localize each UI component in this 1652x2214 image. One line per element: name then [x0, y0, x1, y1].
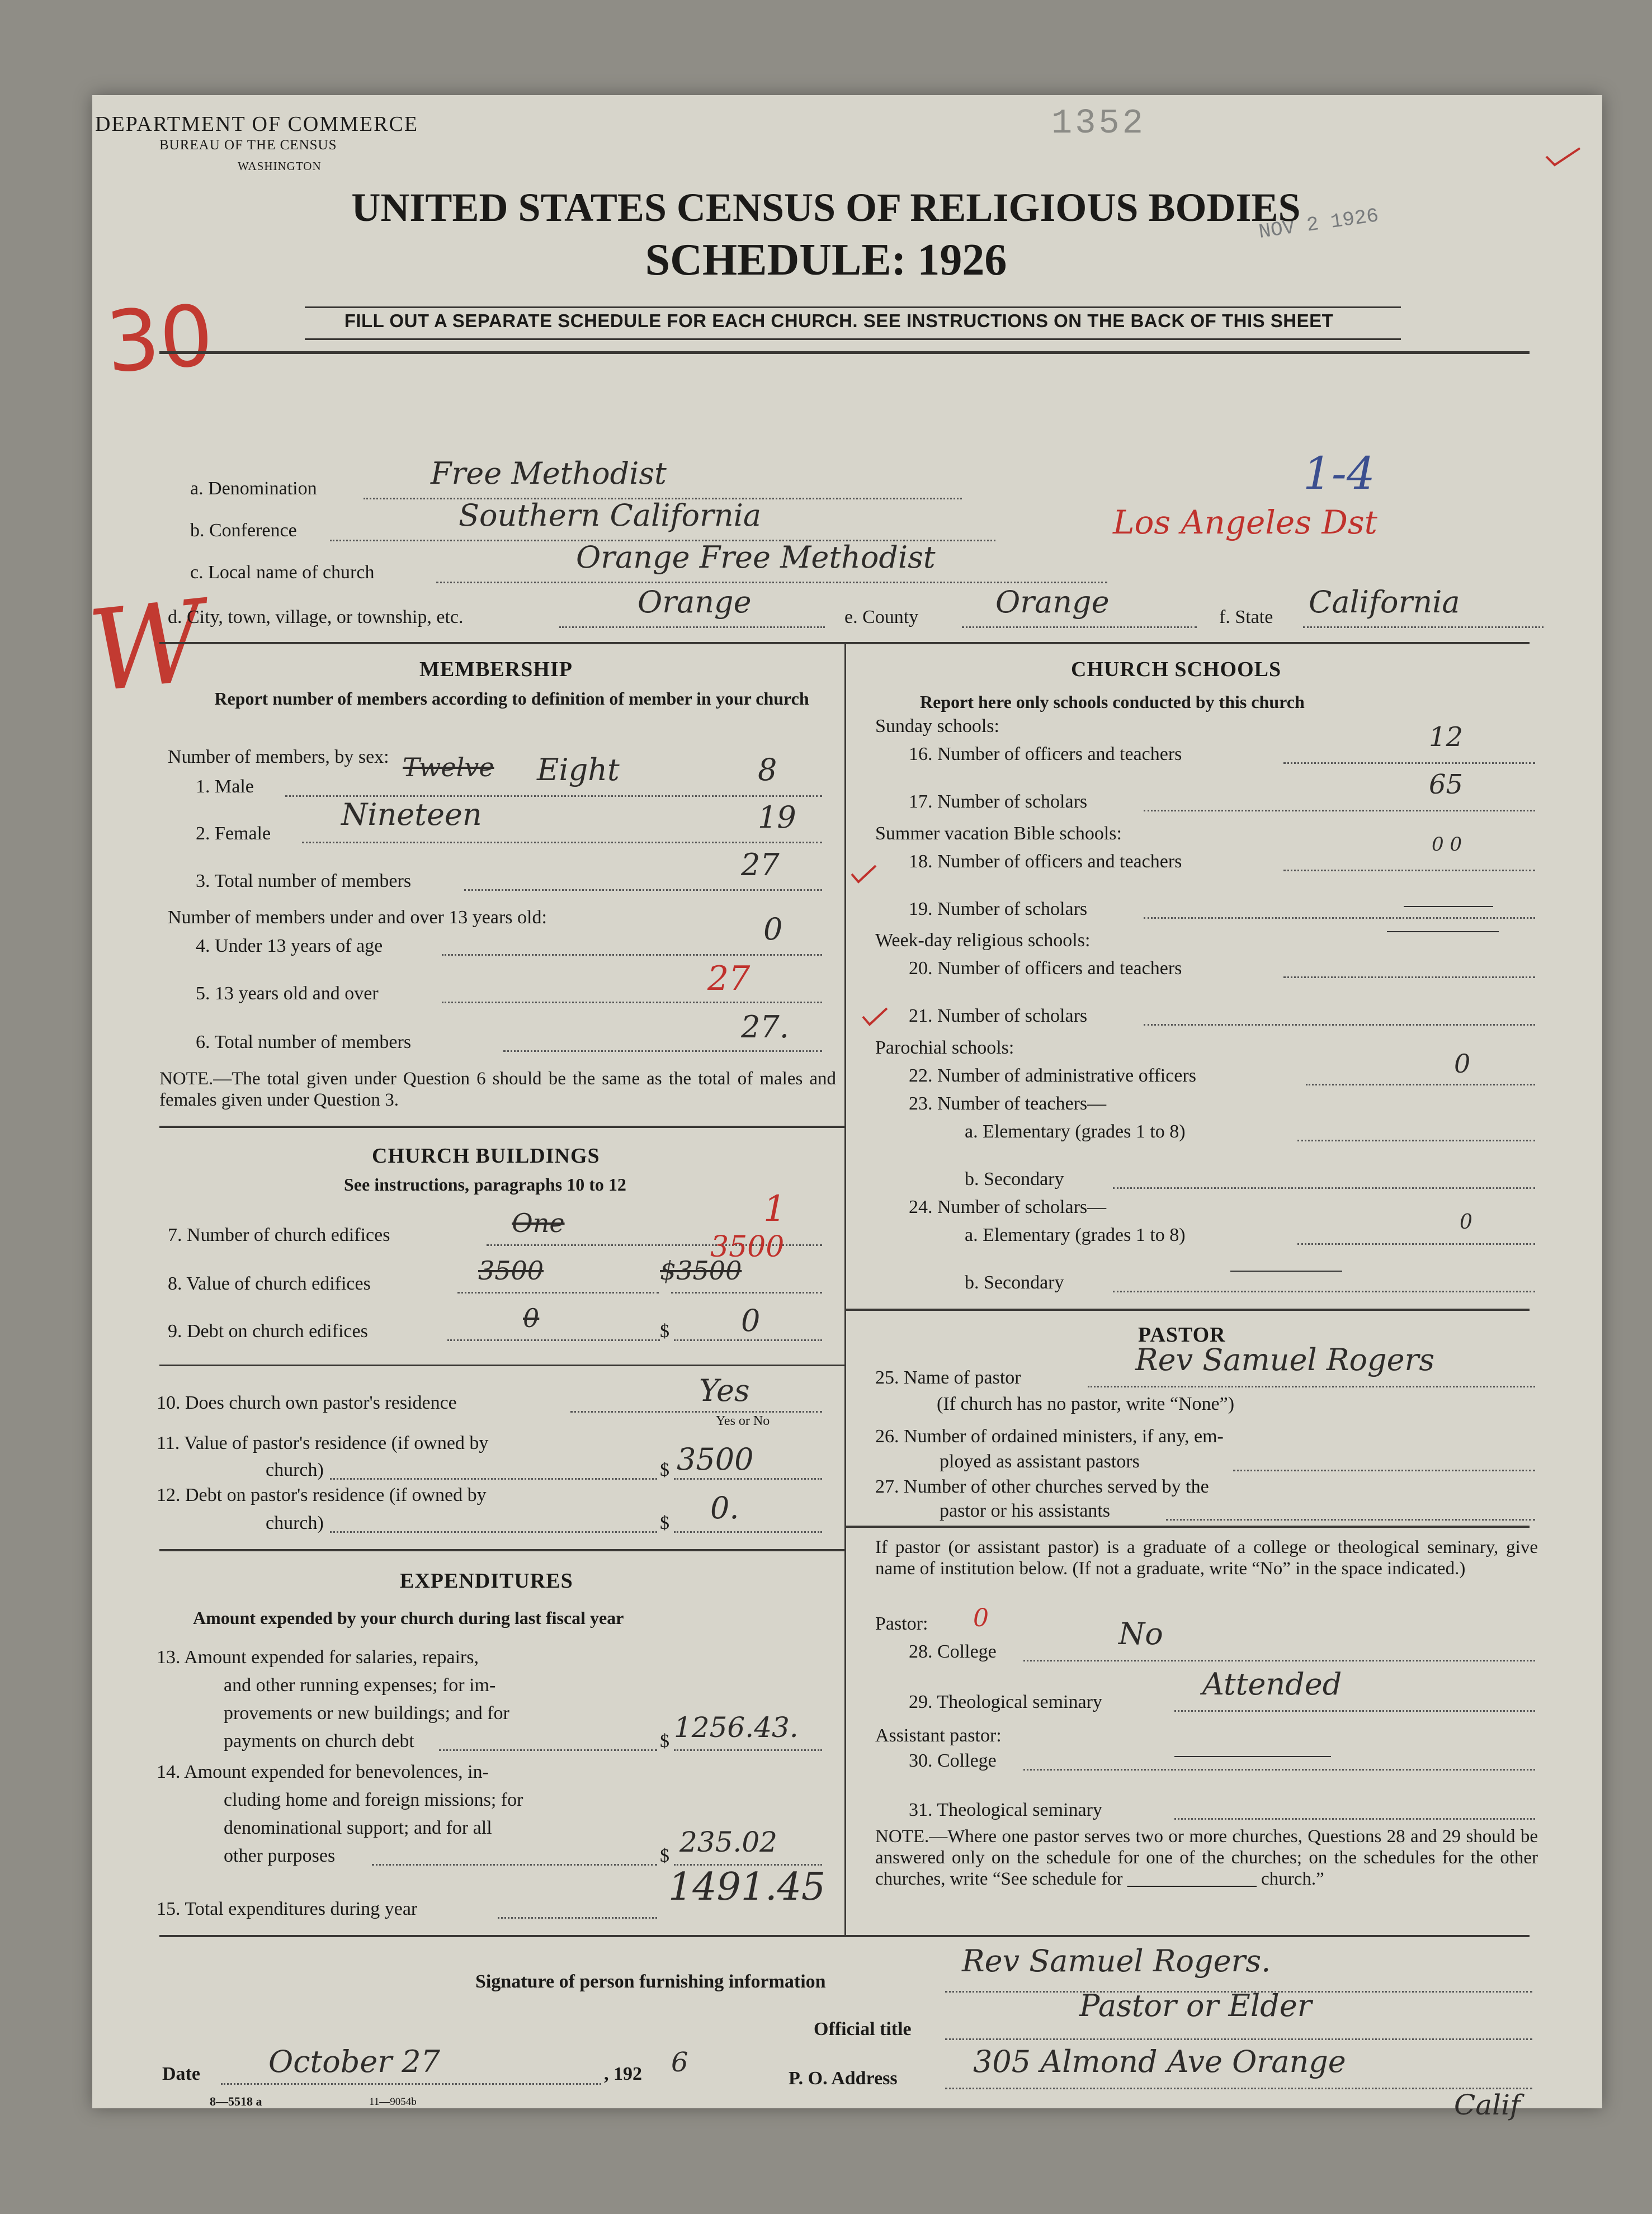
q15-label: 15. Total expenditures during year [157, 1899, 418, 1919]
leader-dots [945, 2088, 1532, 2089]
conference-label: b. Conference [190, 520, 297, 541]
age-intro-label: Number of members under and over 13 years old: [168, 907, 547, 928]
leader-dots [962, 626, 1197, 628]
divider [305, 306, 1401, 308]
leader-dots [1283, 976, 1535, 978]
q18-value: 0 0 [1432, 833, 1462, 856]
q3-total-label: 3. Total number of members [196, 871, 412, 891]
q21-label: 21. Number of scholars [909, 1005, 1088, 1026]
q26-line1: 26. Number of ordained ministers, if any, em- [875, 1426, 1224, 1447]
q17-value: 65 [1429, 769, 1464, 800]
q28-value: No [1118, 1616, 1163, 1651]
received-date-stamp: NOV 2 1926 [1257, 204, 1380, 244]
leader-dots [439, 1749, 657, 1751]
divider [844, 1526, 1530, 1528]
q24a-label: a. Elementary (grades 1 to 8) [965, 1225, 1186, 1245]
leader-dots [221, 2083, 601, 2085]
q14-value: 235.02 [679, 1826, 777, 1858]
county-value: Orange [995, 584, 1110, 620]
leader-dots [436, 582, 1107, 583]
q29-label: 29. Theological seminary [909, 1692, 1102, 1712]
q13-line3: provements or new buildings; and for [224, 1703, 509, 1724]
leader-dots [1023, 1769, 1535, 1771]
print-number: 11—9054b [369, 2096, 417, 2108]
leader-dots [1144, 1024, 1535, 1026]
denomination-label: a. Denomination [190, 478, 317, 499]
leader-dots [442, 1002, 822, 1003]
q27-line1: 27. Number of other churches served by the [875, 1476, 1209, 1497]
q15-value: 1491.45 [668, 1865, 826, 1909]
q11-label-line1: 11. Value of pastor's residence (if owned by [157, 1433, 489, 1453]
leader-dots [674, 1478, 822, 1480]
q30-label: 30. College [909, 1750, 997, 1771]
q25-hint: (If church has no pastor, write “None”) [937, 1394, 1235, 1414]
summer-schools-label: Summer vacation Bible schools: [875, 823, 1122, 844]
date-value: October 27 [268, 2044, 440, 2079]
leader-dots [457, 1292, 659, 1294]
q19-label: 19. Number of scholars [909, 899, 1088, 919]
leader-dots [945, 2038, 1532, 2040]
parochial-schools-label: Parochial schools: [875, 1037, 1014, 1058]
leader-dots [503, 1050, 822, 1052]
divider [159, 351, 1530, 354]
leader-dots [1283, 762, 1535, 764]
divider [844, 1309, 1530, 1311]
q24-label: 24. Number of scholars— [909, 1197, 1107, 1217]
divider [159, 1935, 1530, 1937]
red-letter-mark: W [83, 575, 211, 718]
q9-value: 0 [741, 1303, 761, 1338]
q5-over13-label: 5. 13 years old and over [196, 983, 379, 1004]
conference-mark: 1-4 [1303, 447, 1375, 499]
q1-struck-word: Twelve [403, 752, 494, 782]
q17-label: 17. Number of scholars [909, 791, 1088, 812]
q6-value: 27. [741, 1009, 789, 1045]
q28-label: 28. College [909, 1641, 997, 1662]
expenditures-heading: EXPENDITURES [400, 1569, 573, 1593]
q31-label: 31. Theological seminary [909, 1800, 1102, 1820]
q22-label: 22. Number of administrative officers [909, 1065, 1196, 1086]
q23-label: 23. Number of teachers— [909, 1093, 1107, 1114]
schools-sub: Report here only schools conducted by this church [920, 692, 1305, 712]
leader-dots [559, 626, 825, 628]
q14-line3: denominational support; and for all [224, 1818, 492, 1838]
divider [159, 1126, 844, 1128]
leader-dots [570, 1411, 822, 1413]
leader-dots [1303, 626, 1544, 628]
po-address-line2: Calif [1454, 2089, 1521, 2121]
divider [305, 338, 1401, 340]
signature-value: Rev Samuel Rogers. [962, 1943, 1271, 1979]
pastor-note: NOTE.—Where one pastor serves two or more churches, Questions 28 and 29 should be answered only on the schedule for one of the churches; on the schedules for the other churches, write “See schedule for ______________ church.” [875, 1826, 1538, 1889]
leader-dots [302, 842, 822, 843]
q11-value: 3500 [677, 1442, 754, 1477]
q20-dash [1387, 931, 1499, 932]
q2-word: Nineteen [341, 797, 482, 832]
q14-line1: 14. Amount expended for benevolences, in- [157, 1762, 489, 1782]
q13-line2: and other running expenses; for im- [224, 1675, 496, 1696]
leader-dots [1144, 917, 1535, 919]
q7-struck: One [512, 1208, 565, 1238]
q8-struck: 3500 [478, 1255, 544, 1286]
leader-dots [1113, 1291, 1535, 1292]
q13-dollar: $ [660, 1731, 669, 1752]
q23b-label: b. Secondary [965, 1169, 1064, 1189]
signature-label: Signature of person furnishing information [475, 1971, 826, 1992]
q1-male-label: 1. Male [196, 776, 254, 797]
q1-word: Eight [537, 752, 620, 787]
q27-line2: pastor or his assistants [940, 1500, 1111, 1521]
leader-dots [1297, 1140, 1535, 1141]
city-label: d. City, town, village, or township, etc. [168, 607, 464, 627]
q24a-value: 0 [1460, 1211, 1472, 1234]
leader-dots [674, 1339, 822, 1341]
leader-dots [674, 1531, 822, 1533]
q25-value: Rev Samuel Rogers [1135, 1342, 1435, 1377]
q9-dollar: $ [660, 1321, 669, 1342]
buildings-heading: CHURCH BUILDINGS [372, 1144, 600, 1168]
conference-value: Southern California [459, 498, 762, 533]
leader-dots [330, 1478, 657, 1480]
pastor-mark: 0 [973, 1604, 989, 1632]
po-address-value: 305 Almond Ave Orange [973, 2044, 1346, 2079]
leader-dots [1174, 1818, 1535, 1820]
leader-dots [1306, 1084, 1535, 1085]
leader-dots [447, 1339, 660, 1341]
general-instruction: FILL OUT A SEPARATE SCHEDULE FOR EACH CHURCH. SEE INSTRUCTIONS ON THE BACK OF THIS SHEET [344, 310, 1334, 331]
q8-value: 3500 [710, 1230, 785, 1264]
column-divider [844, 643, 846, 1935]
leader-dots [442, 954, 822, 956]
q29-value: Attended [1202, 1667, 1342, 1702]
q8-dollar-struck: $3500 [660, 1255, 742, 1286]
q11-label-line2: church) [266, 1460, 324, 1480]
stamp-number: 1352 [1051, 103, 1146, 143]
q20-label: 20. Number of officers and teachers [909, 958, 1182, 979]
official-title-value: Pastor or Elder [1079, 1988, 1312, 2023]
form-subtitle: SCHEDULE: 1926 [645, 235, 1007, 285]
leader-dots [1113, 1187, 1535, 1189]
leader-dots [1023, 1660, 1535, 1661]
q24b-dash [1230, 1271, 1342, 1272]
leader-dots [464, 889, 822, 891]
q24b-label: b. Secondary [965, 1272, 1064, 1293]
weekday-schools-label: Week-day religious schools: [875, 930, 1091, 951]
q3-value: 27 [741, 847, 780, 882]
graduate-note: If pastor (or assistant pastor) is a graduate of a college or theological seminary, give name of institution below. (If not a graduate, write “No” in the space indicated.) [875, 1537, 1538, 1579]
form-number: 8—5518 a [210, 2094, 262, 2108]
q11-dollar: $ [660, 1460, 669, 1480]
denomination-value: Free Methodist [431, 456, 667, 491]
q14-line2: cluding home and foreign missions; for [224, 1790, 523, 1810]
q10-label: 10. Does church own pastor's residence [157, 1392, 457, 1413]
divider [159, 1365, 844, 1366]
q13-line4: payments on church debt [224, 1731, 414, 1752]
q12-label-line2: church) [266, 1513, 324, 1533]
q13-line1: 13. Amount expended for salaries, repairs, [157, 1647, 479, 1668]
year-digit: 6 [671, 2047, 688, 2078]
city-washington: WASHINGTON [238, 159, 322, 173]
pastor-label: Pastor: [875, 1613, 928, 1634]
q10-value: Yes [699, 1373, 750, 1408]
leader-dots [1297, 1243, 1535, 1245]
q1-value: 8 [758, 752, 777, 787]
leader-dots [330, 1531, 657, 1533]
leader-dots [1144, 810, 1535, 811]
leader-dots [671, 1292, 822, 1294]
q8-label: 8. Value of church edifices [168, 1273, 371, 1294]
expenditures-sub: Amount expended by your church during last fiscal year [193, 1608, 624, 1628]
department-name: DEPARTMENT OF COMMERCE [95, 112, 419, 136]
schools-heading: CHURCH SCHOOLS [1071, 658, 1282, 681]
q14-line4: other purposes [224, 1845, 336, 1866]
leader-dots [1233, 1470, 1535, 1471]
city-value: Orange [638, 584, 752, 620]
q23a-label: a. Elementary (grades 1 to 8) [965, 1121, 1186, 1142]
official-title-label: Official title [814, 2019, 912, 2040]
q22-value: 0 [1454, 1049, 1471, 1079]
state-value: California [1309, 584, 1460, 620]
leader-dots [674, 1749, 822, 1751]
q2-female-label: 2. Female [196, 823, 271, 844]
divider [159, 1549, 844, 1551]
state-label: f. State [1219, 607, 1273, 627]
leader-dots [1166, 1519, 1535, 1521]
q12-dollar: $ [660, 1513, 669, 1533]
bureau-name: BUREAU OF THE CENSUS [159, 138, 337, 153]
q16-label: 16. Number of officers and teachers [909, 744, 1182, 764]
red-number-mark: 30 [103, 287, 216, 392]
leader-dots [1088, 1386, 1535, 1387]
leader-dots [1174, 1710, 1535, 1712]
q4-under13-label: 4. Under 13 years of age [196, 936, 383, 956]
membership-intro: Report number of members according to definition of member in your church [214, 688, 809, 709]
red-check-icon [850, 864, 878, 886]
q7-value: 1 [763, 1188, 786, 1230]
membership-heading: MEMBERSHIP [419, 658, 573, 681]
assistant-pastor-label: Assistant pastor: [875, 1725, 1002, 1746]
red-check-icon [1544, 145, 1583, 173]
local-name-label: c. Local name of church [190, 562, 375, 583]
q18-label: 18. Number of officers and teachers [909, 851, 1182, 872]
q6-total-label: 6. Total number of members [196, 1032, 412, 1052]
pastor-heading: PASTOR [1138, 1323, 1226, 1347]
q26-line2: ployed as assistant pastors [940, 1451, 1140, 1472]
leader-dots [1283, 870, 1535, 871]
q14-dollar: $ [660, 1845, 669, 1866]
conference-note: Los Angeles Dst [1113, 503, 1377, 541]
buildings-sub: See instructions, paragraphs 10 to 12 [344, 1174, 626, 1195]
leader-dots [498, 1917, 657, 1919]
red-check-icon [861, 1007, 889, 1029]
q19-dash [1404, 906, 1493, 907]
po-address-label: P. O. Address [789, 2068, 898, 2089]
members-by-sex-label: Number of members, by sex: [168, 747, 389, 767]
q12-label-line1: 12. Debt on pastor's residence (if owned by [157, 1485, 487, 1505]
q16-value: 12 [1429, 721, 1464, 753]
q12-value: 0. [710, 1490, 739, 1526]
q30-dash [1174, 1756, 1331, 1757]
q7-label: 7. Number of church edifices [168, 1225, 390, 1245]
sunday-schools-label: Sunday schools: [875, 716, 999, 737]
q13-value: 1256.43. [674, 1711, 799, 1744]
q5-value: 27 [707, 959, 751, 998]
q4-value: 0 [763, 912, 783, 947]
q9-struck: 0 [523, 1303, 540, 1333]
date-label: Date [162, 2064, 200, 2084]
local-name-value: Orange Free Methodist [576, 540, 936, 575]
form-title: UNITED STATES CENSUS OF RELIGIOUS BODIES [351, 185, 1301, 230]
membership-note: NOTE.—The total given under Question 6 should be the same as the total of males and females given under Question 3. [159, 1069, 836, 1110]
q10-hint: Yes or No [716, 1414, 770, 1428]
county-label: e. County [844, 607, 919, 627]
q25-label: 25. Name of pastor [875, 1367, 1021, 1388]
q9-label: 9. Debt on church edifices [168, 1321, 368, 1342]
year-prefix: , 192 [604, 2064, 642, 2084]
leader-dots [372, 1864, 657, 1866]
q2-value: 19 [758, 800, 796, 835]
